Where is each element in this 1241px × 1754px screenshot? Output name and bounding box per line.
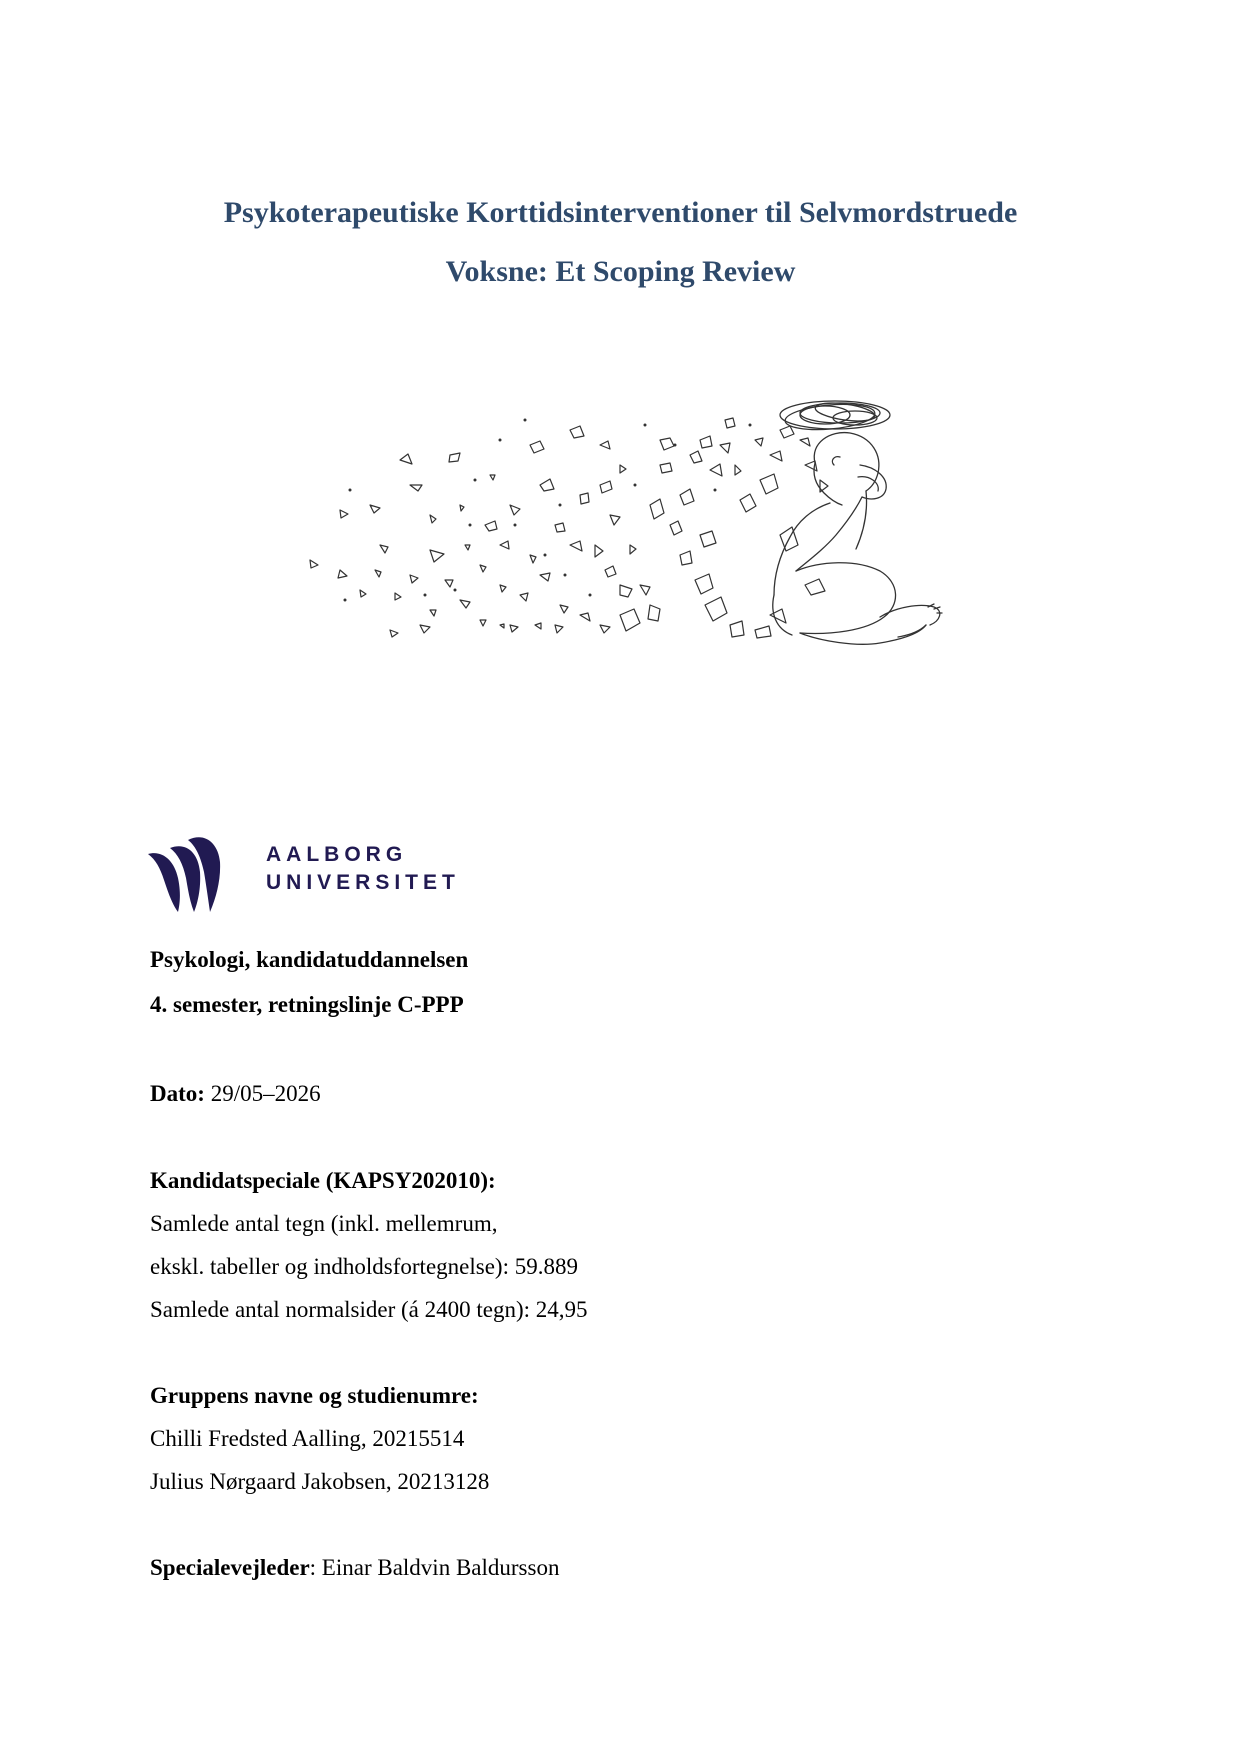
date-label: Dato: — [150, 1081, 205, 1106]
thesis-heading: Kandidatspeciale (KAPSY202010): — [150, 1168, 496, 1193]
scribble-cloud-icon — [780, 400, 890, 433]
program-name: Psykologi, kandidatuddannelsen — [150, 947, 469, 972]
thesis-pages-line: Samlede antal normalsider (á 2400 tegn): 24,95 — [150, 1297, 588, 1322]
logo-text-aalborg: AALBORG — [266, 843, 408, 866]
group-heading: Gruppens navne og studienumre: — [150, 1383, 479, 1408]
group-member-1: Chilli Fredsted Aalling, 20215514 — [150, 1426, 465, 1451]
page-title-line-1: Psykoterapeutiske Korttidsinterventioner til Selvmordstruede — [223, 196, 1018, 229]
group-member-2: Julius Nørgaard Jakobsen, 20213128 — [150, 1469, 490, 1494]
date-line — [150, 1082, 1050, 1105]
thesis-chars-line-1: Samlede antal tegn (inkl. mellemrum, — [150, 1211, 498, 1236]
date-value: 29/05–2026 — [210, 1081, 321, 1106]
page-title-line-2: Voksne: Et Scoping Review — [445, 255, 796, 288]
thesis-chars-line-2: ekskl. tabeller og indholdsfortegnelse): 59.889 — [150, 1254, 578, 1279]
aalborg-university-wave-logo-icon — [148, 832, 224, 912]
supervisor-line — [150, 1556, 1050, 1579]
university-logo — [148, 832, 468, 912]
supervisor-value: : Einar Baldvin Baldursson — [309, 1555, 560, 1580]
supervisor-label: Specialevejleder — [150, 1555, 310, 1580]
shard-particles — [310, 418, 828, 638]
person-dissolving-illustration — [300, 385, 950, 725]
program-semester: 4. semester, retningslinje C-PPP — [150, 992, 464, 1017]
logo-text-universitet: UNIVERSITET — [266, 871, 460, 894]
